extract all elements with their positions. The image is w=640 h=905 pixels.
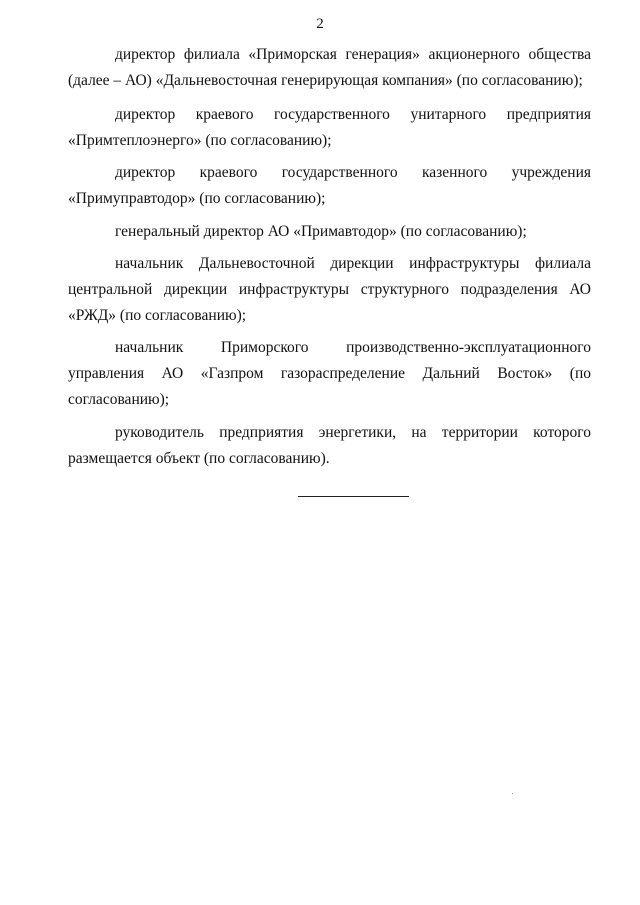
paragraph-rzhd: начальник Дальневосточной дирекции инфраструктуры филиала центральной дирекции инфраструктуры структурного подразделения АО «РЖД» (по согласованию); [68,255,591,324]
paragraph-gazprom: начальник Приморского производственно-эксплуатационного управления АО «Газпром газораспределение Дальний Восток» (по согласованию); [68,339,591,408]
scan-speck [512,793,513,794]
page-number: 2 [316,16,324,32]
end-divider-line [298,496,409,497]
paragraph-energy-enterprise: руководитель предприятия энергетики, на территории которого размещается объект (по согласованию). [68,424,591,467]
paragraph-primupravtodor: директор краевого государственного казенного учреждения «Примуправтодор» (по согласованию); [68,164,591,207]
paragraph-primavtodor: генеральный директор АО «Примавтодор» (по согласованию); [115,223,527,240]
paragraph-primteploenergo: директор краевого государственного унитарного предприятия «Примтеплоэнерго» (по согласованию); [68,106,591,149]
paragraph-primorskaya-generatsiya: директор филиала «Приморская генерация» акционерного общества (далее – АО) «Дальневосточная генерирующая компания» (по согласованию); [68,46,591,89]
